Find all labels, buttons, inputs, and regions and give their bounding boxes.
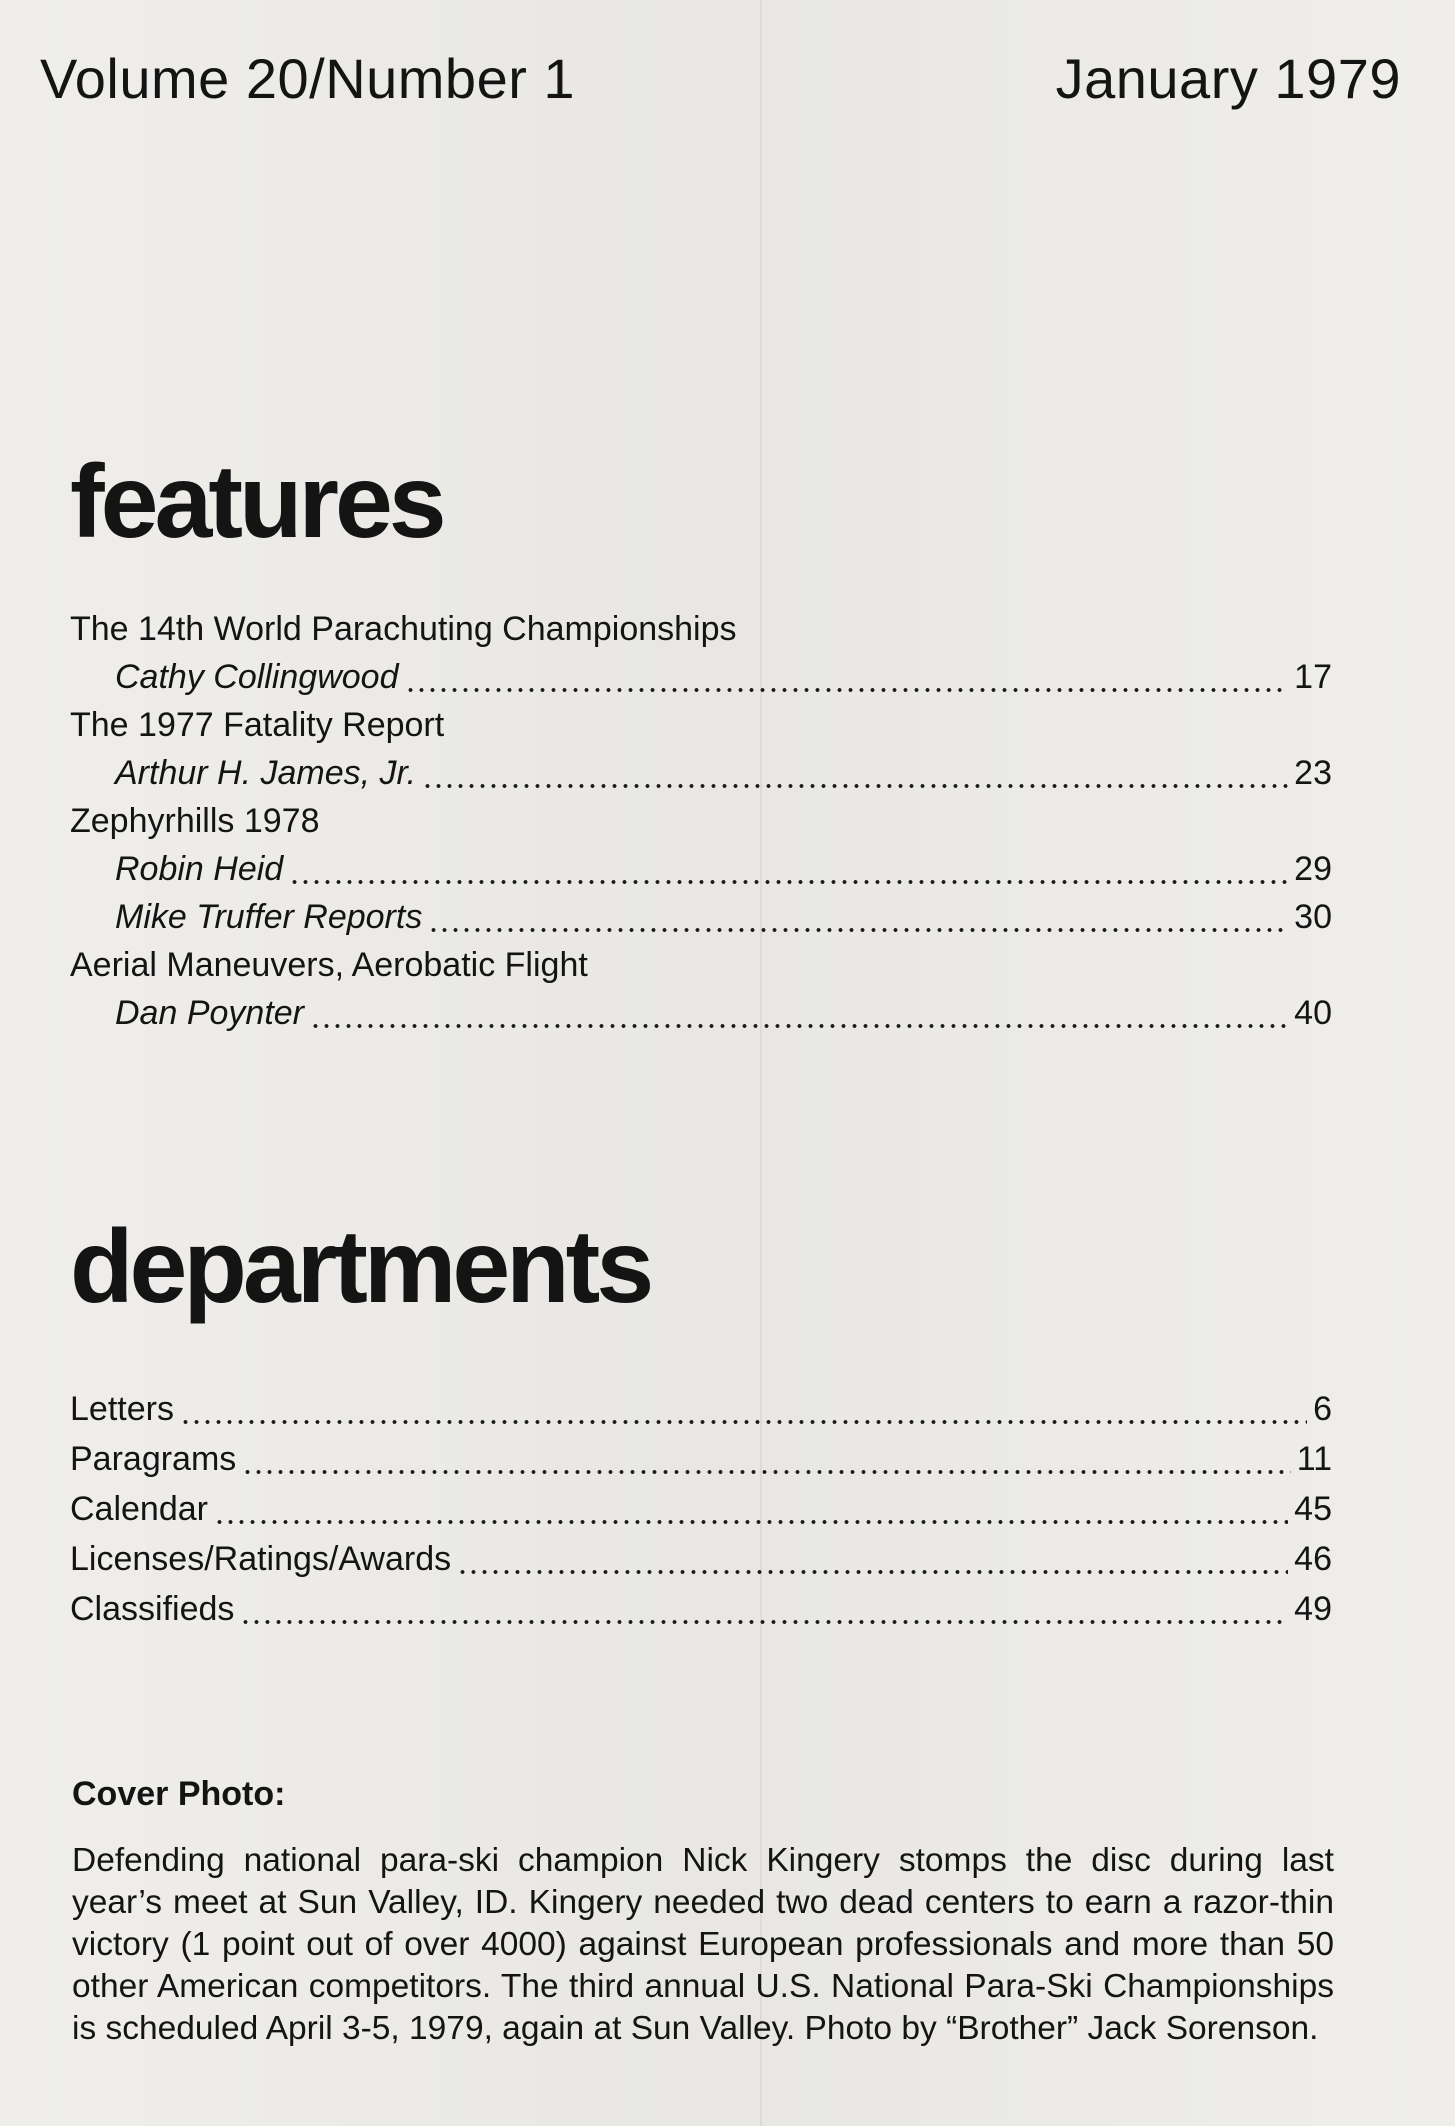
feature-author-entry[interactable] bbox=[70, 653, 1332, 701]
leader-dots bbox=[214, 1484, 1288, 1534]
issue-date: January 1979 bbox=[1055, 47, 1401, 110]
page-number: 46 bbox=[1294, 1540, 1332, 1578]
feature-author: Arthur H. James, Jr. bbox=[115, 754, 417, 792]
page-number: 45 bbox=[1294, 1490, 1332, 1528]
features-heading: features bbox=[70, 444, 443, 560]
department-entry[interactable] bbox=[70, 1384, 1332, 1434]
leader-dots bbox=[242, 1434, 1290, 1484]
leader-dots bbox=[180, 1384, 1307, 1434]
department-name: Letters bbox=[70, 1390, 174, 1428]
feature-author-entry[interactable] bbox=[70, 989, 1332, 1037]
cover-photo-caption: Defending national para-ski champion Nick Kingery stomps the disc during last year’s meet at Sun Valley, ID. Kingery needed two dead centers to earn a razor-thin victory (1 point out of over 4000) against European professionals and more than 50 other American competitors. The third annual U.S. National Para-Ski Championships is scheduled April 3-5, 1979, again at Sun Valley. Photo by “Brother” Jack Sorenson. bbox=[72, 1842, 1334, 2047]
feature-title[interactable]: Aerial Maneuvers, Aerobatic Flight bbox=[70, 946, 588, 984]
feature-author: Dan Poynter bbox=[115, 994, 304, 1032]
leader-dots bbox=[428, 893, 1288, 941]
page-number: 49 bbox=[1294, 1590, 1332, 1628]
cover-photo-heading: Cover Photo: bbox=[72, 1775, 286, 1813]
page-number: 29 bbox=[1294, 850, 1332, 888]
features-list bbox=[70, 605, 1332, 1037]
leader-dots bbox=[310, 989, 1288, 1037]
feature-author-entry[interactable] bbox=[70, 749, 1332, 797]
issue-volume: Volume 20/Number 1 bbox=[40, 47, 576, 110]
department-name: Classifieds bbox=[70, 1590, 235, 1628]
page-number: 23 bbox=[1294, 754, 1332, 792]
page-number: 17 bbox=[1294, 658, 1332, 696]
leader-dots bbox=[422, 749, 1288, 797]
departments-list bbox=[70, 1384, 1332, 1634]
department-entry[interactable] bbox=[70, 1584, 1332, 1634]
feature-title[interactable]: Zephyrhills 1978 bbox=[70, 802, 320, 840]
page-number: 11 bbox=[1296, 1440, 1332, 1478]
feature-author: Mike Truffer Reports bbox=[115, 898, 423, 936]
page-gutter bbox=[760, 0, 762, 2126]
leader-dots bbox=[240, 1584, 1288, 1634]
department-entry[interactable] bbox=[70, 1534, 1332, 1584]
department-name: Paragrams bbox=[70, 1440, 237, 1478]
leader-dots bbox=[457, 1534, 1288, 1584]
leader-dots bbox=[289, 845, 1288, 893]
feature-title[interactable]: The 14th World Parachuting Championships bbox=[70, 610, 737, 648]
feature-author: Cathy Collingwood bbox=[115, 658, 399, 696]
page-number: 40 bbox=[1294, 994, 1332, 1032]
departments-heading: departments bbox=[70, 1209, 651, 1325]
page-number: 30 bbox=[1294, 898, 1332, 936]
department-entry[interactable] bbox=[70, 1484, 1332, 1534]
department-entry[interactable] bbox=[70, 1434, 1332, 1484]
feature-author-entry[interactable] bbox=[70, 893, 1332, 941]
leader-dots bbox=[405, 653, 1289, 701]
department-name: Calendar bbox=[70, 1490, 208, 1528]
feature-author-entry[interactable] bbox=[70, 845, 1332, 893]
page-number: 6 bbox=[1313, 1390, 1332, 1428]
feature-author: Robin Heid bbox=[115, 850, 284, 888]
department-name: Licenses/Ratings/Awards bbox=[70, 1540, 452, 1578]
feature-title[interactable]: The 1977 Fatality Report bbox=[70, 706, 445, 744]
